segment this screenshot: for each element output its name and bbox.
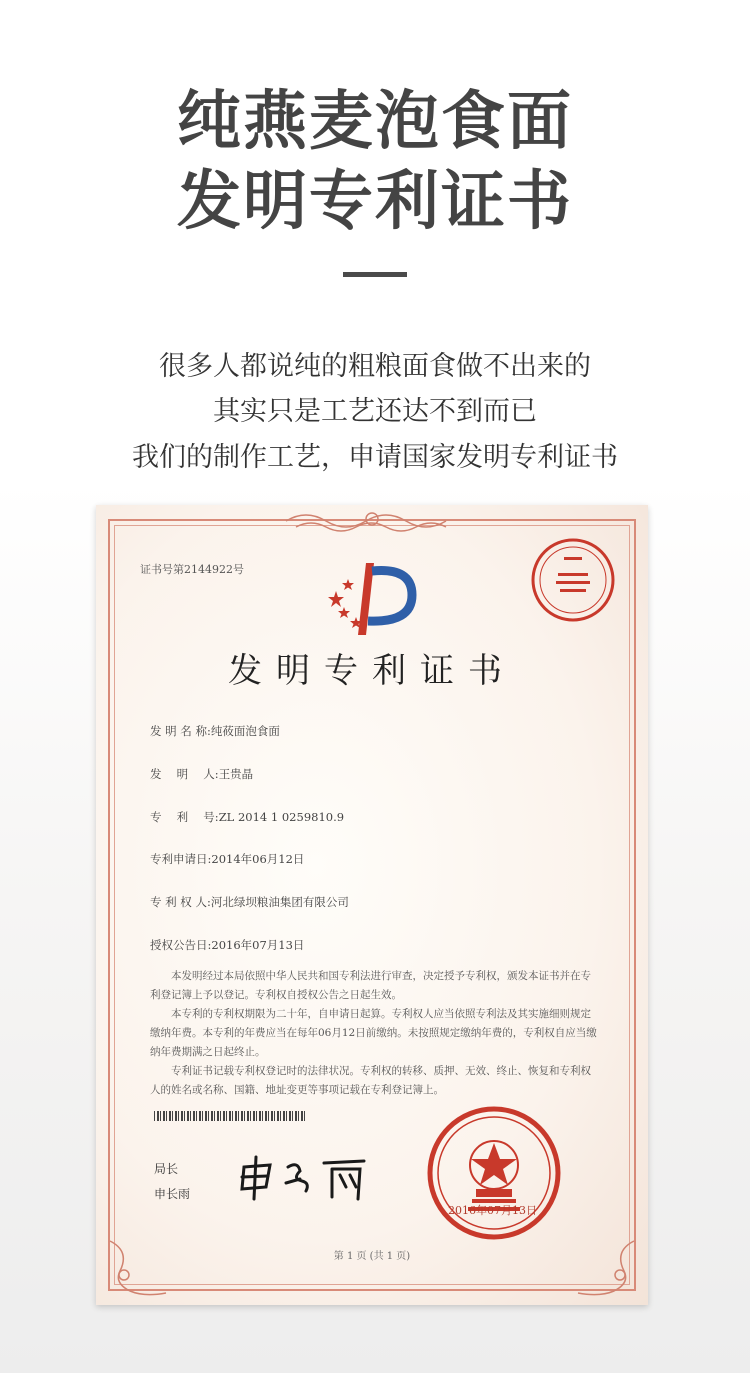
field-patent-number [150, 809, 344, 825]
field-invention-name [150, 723, 280, 739]
description-line-3: 我们的制作工艺，申请国家发明专利证书 [132, 442, 618, 473]
field-application-date [150, 851, 304, 867]
certificate-paragraph-2: 本专利的专利权期限为二十年，自申请日起算。专利权人应当依照专利法及其实施细则规定缴纳年费。本专利的年费应当在每年06月12日前缴纳。未按照规定缴纳年费的，专利权自应当缴纳年费期满之日起终止。 [150, 1008, 597, 1058]
signer-title: 局长 [154, 1162, 179, 1176]
field-label: 专利申请日: [150, 852, 212, 866]
page-title-line-2: 发明专利证书 [177, 165, 573, 239]
title-divider [343, 272, 407, 277]
corner-ornament-bl-icon [106, 1237, 166, 1297]
barcode [154, 1111, 306, 1121]
field-value: 2014年06月12日 [211, 852, 305, 866]
field-label: 专 利 权 人: [150, 895, 211, 909]
field-value: 纯莜面泡食面 [210, 724, 280, 738]
field-value: 河北绿坝粮油集团有限公司 [210, 895, 349, 909]
patent-certificate-image [96, 505, 648, 1305]
field-label: 发 明 名 称: [150, 724, 211, 738]
certificate-paragraph-3: 专利证书记载专利权登记时的法律状况。专利权的转移、质押、无效、终止、恢复和专利权人的姓名或名称、国籍、地址变更等事项记载在专利登记簿上。 [150, 1065, 591, 1096]
field-patentee [150, 894, 349, 910]
page-title-line-1: 纯燕麦泡食面 [177, 85, 573, 159]
certificate-paragraph-1: 本发明经过本局依照中华人民共和国专利法进行审查，决定授予专利权，颁发本证书并在专利登记簿上予以登记。专利权自授权公告之日起生效。 [150, 970, 591, 1001]
description-line-2: 其实只是工艺还达不到而已 [213, 396, 537, 427]
signer-name: 申长雨 [154, 1187, 191, 1201]
agency-seal-icon [528, 535, 618, 625]
national-ip-office-seal-icon [424, 1103, 564, 1243]
field-value: 2016年07月13日 [211, 938, 305, 952]
seal-date: 2016年07月13日 [448, 1204, 537, 1217]
handwritten-signature-icon [236, 1153, 376, 1203]
corner-ornament-br-icon [578, 1237, 638, 1297]
certificate-number: 证书号第2144922号 [140, 563, 244, 576]
field-grant-date [150, 937, 304, 953]
field-label: 发 明 人: [150, 767, 219, 781]
field-value: ZL 2014 1 0259810.9 [218, 810, 345, 824]
patent-office-logo-icon [326, 557, 416, 637]
page-number: 第 1 页 (共 1 页) [333, 1251, 411, 1262]
field-inventor [150, 766, 253, 782]
field-label: 专 利 号: [150, 810, 219, 824]
field-label: 授权公告日: [150, 938, 212, 952]
description-line-1: 很多人都说纯的粗粮面食做不出来的 [159, 351, 591, 382]
certificate-title: 发明专利证书 [228, 651, 516, 691]
field-value: 王贵晶 [218, 767, 254, 781]
